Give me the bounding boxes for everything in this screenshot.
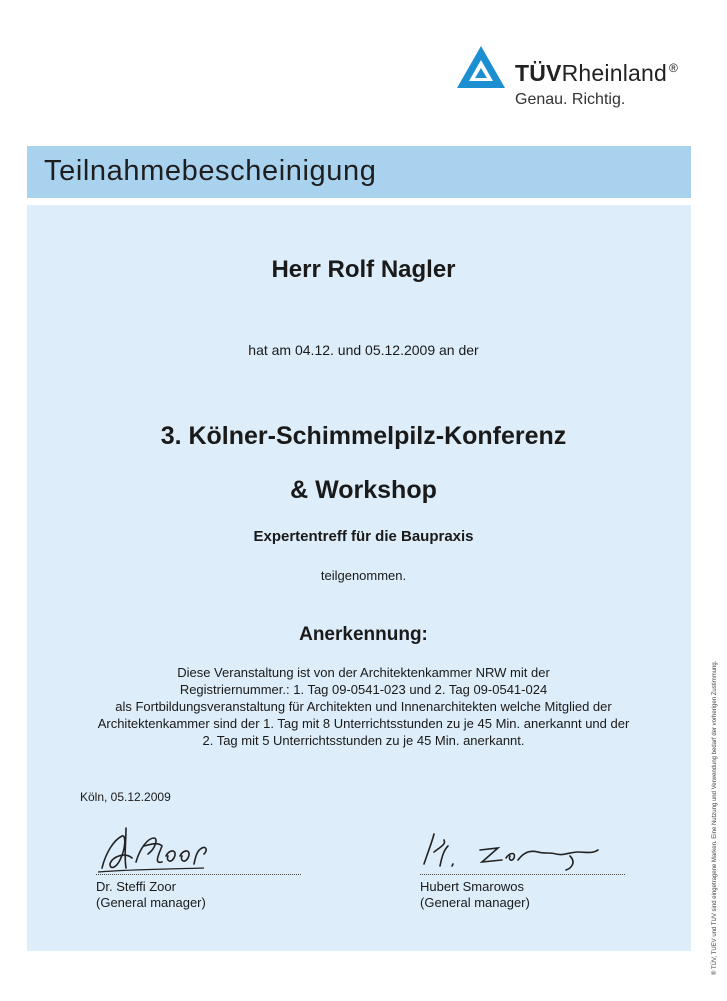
signatory-right — [420, 879, 530, 911]
signature-right-image — [420, 822, 625, 878]
trademark-note: ® TÜV, TUEV und TUV sind eingetragene Marken. Eine Nutzung und Verwendung bedarf der vorherigen Zustimmung. — [712, 660, 718, 975]
place-date: Köln, 05.12.2009 — [80, 790, 171, 804]
recognition-heading: Anerkennung: — [299, 624, 428, 645]
event-subtitle: Expertentreff für die Baupraxis — [253, 528, 474, 545]
recognition-line: als Fortbildungsveranstaltung für Architekten und Innenarchitekten welche Mitglied der — [115, 699, 612, 714]
recognition-line: Registriernummer.: 1. Tag 09-0541-023 und 2. Tag 09-0541-024 — [179, 682, 548, 697]
certificate-title: Teilnahmebescheinigung — [44, 155, 377, 187]
signature-line-left — [96, 874, 301, 875]
signatory-role: (General manager) — [420, 895, 530, 910]
triangle-logo-icon — [455, 44, 507, 90]
logo-tagline: Genau. Richtig. — [515, 91, 626, 108]
signatory-name: Hubert Smarowos — [420, 879, 525, 894]
registered-mark: ® — [669, 61, 679, 75]
recognition-line: 2. Tag mit 5 Unterrichtsstunden zu je 45 Min. anerkannt. — [202, 733, 525, 748]
participant-name: Herr Rolf Nagler — [271, 256, 456, 283]
event-title-workshop: & Workshop — [290, 476, 437, 504]
attendance-line: hat am 04.12. und 05.12.2009 an der — [248, 342, 479, 358]
title-band — [27, 146, 691, 198]
recognition-line: Architektenkammer sind der 1. Tag mit 8 Unterrichtsstunden zu je 45 Min. anerkannt und der — [97, 716, 630, 731]
event-title: 3. Kölner-Schimmelpilz-Konferenz — [160, 422, 567, 450]
tuv-rheinland-logo — [455, 44, 705, 114]
participated-text: teilgenommen. — [320, 568, 407, 583]
signatory-name: Dr. Steffi Zoor — [96, 879, 176, 894]
signatory-left — [96, 879, 206, 911]
signature-left-image — [96, 822, 301, 878]
logo-brand-rest: Rheinland — [561, 60, 667, 86]
logo-brand-bold: TÜV — [515, 60, 562, 86]
signature-line-right — [420, 874, 625, 875]
logo-brand — [515, 60, 678, 87]
signatory-role: (General manager) — [96, 895, 206, 910]
recognition-paragraph — [40, 664, 687, 749]
recognition-line: Diese Veranstaltung ist von der Architektenkammer NRW mit der — [177, 665, 550, 680]
